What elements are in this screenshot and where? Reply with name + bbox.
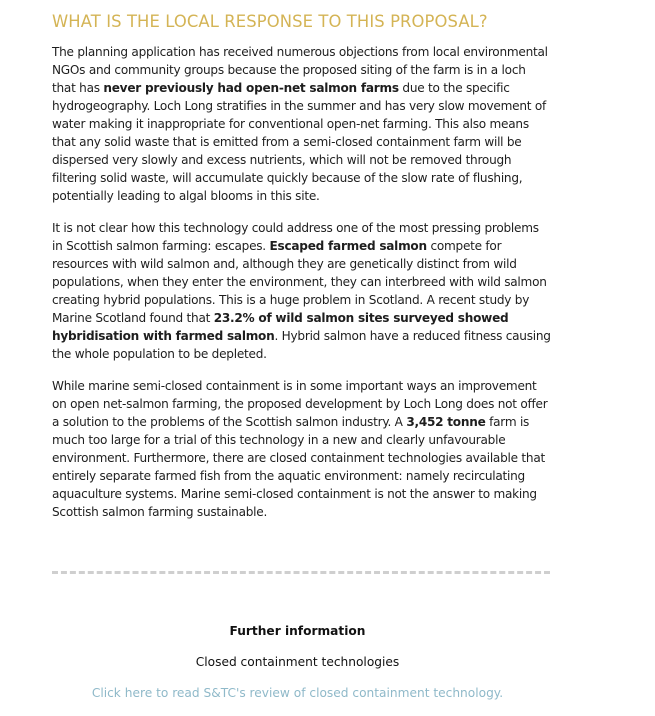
- paragraph2-text-2: compete for resources with wild salmon and, although they are genetically distinct from wild populations, when they enter the environment, they can interbreed with wild salmon creating hybrid populations. This is a huge problem in Scotland. A recent study by Marine Scotland found that: [52, 239, 547, 325]
- paragraph3-bold-1: 3,452 tonne: [406, 415, 486, 429]
- paragraph-escapes: [52, 219, 552, 363]
- paragraph1-text-1: The planning application has received numerous objections from local environmental NGOs and community groups because the proposed siting of the farm is in a loch that has: [52, 45, 548, 95]
- closed-containment-review-link[interactable]: Click here to read S&TC's review of closed containment technology.: [91, 686, 504, 700]
- section-heading: WHAT IS THE LOCAL RESPONSE TO THIS PROPOSAL?: [52, 12, 488, 31]
- paragraph2-text-1: It is not clear how this technology could address one of the most pressing problems in Scottish salmon farming: escapes.: [52, 221, 539, 253]
- paragraph2-bold-1: Escaped farmed salmon: [269, 239, 427, 253]
- dashed-divider: [52, 571, 550, 574]
- further-information-subtitle: Closed containment technologies: [195, 655, 400, 669]
- paragraph1-text-2: due to the specific hydrogeography. Loch Long stratifies in the summer and has very slow movement of water making it inappropriate for conventional open-net farming. This also means that any solid waste that is emitted from a semi-closed containment farm will be dispersed very slowly and excess nutrients, which will not be removed through filtering solid waste, will accumulate quickly because of the slow rate of flushing, potentially leading to algal blooms in this site.: [52, 81, 547, 203]
- further-information-title: Further information: [229, 624, 366, 638]
- paragraph2-text-3: . Hybrid salmon have a reduced fitness causing the whole population to be depleted.: [52, 329, 551, 361]
- paragraph3-text-1: While marine semi-closed containment is in some important ways an improvement on open net-salmon farming, the proposed development by Loch Long does not offer a solution to the problems of the Scottish salmon industry. A: [52, 379, 548, 429]
- paragraph1-bold-1: never previously had open-net salmon farms: [103, 81, 399, 95]
- article-section: [52, 12, 552, 535]
- paragraph-local-objections: [52, 43, 552, 205]
- paragraph-conclusion: [52, 377, 552, 521]
- paragraph2-bold-2: 23.2% of wild salmon sites surveyed showed hybridisation with farmed salmon: [52, 311, 509, 343]
- paragraph3-text-2: farm is much too large for a trial of this technology in a new and clearly unfavourable environment. Furthermore, there are closed containment technologies available that entirely separate farmed fish from the aquatic environment: namely recirculating aquaculture systems. Marine semi-closed containment is not the answer to making Scottish salmon farming sustainable.: [52, 415, 545, 519]
